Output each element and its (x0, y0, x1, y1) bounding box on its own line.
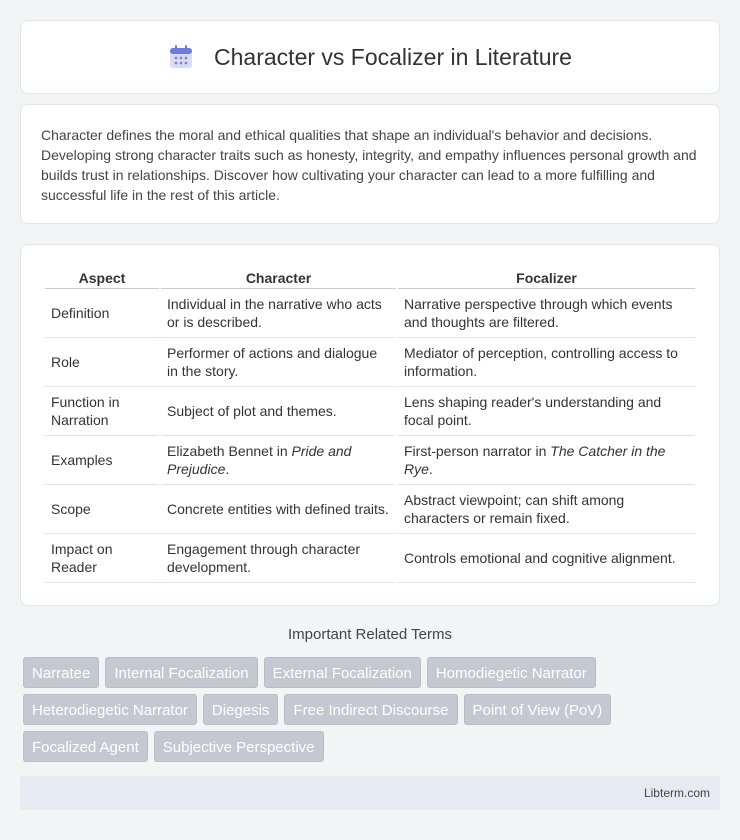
header-focalizer: Focalizer (398, 265, 695, 289)
comparison-table-card (20, 244, 720, 606)
cell-aspect: Definition (45, 289, 159, 338)
table-row (45, 338, 695, 387)
header-character: Character (161, 265, 396, 289)
focalizer-example-title: The Catcher in the Rye (404, 443, 666, 477)
comparison-table (43, 265, 697, 583)
cell-character: Engagement through character development. (161, 534, 396, 583)
related-term-tag[interactable]: Homodiegetic Narrator (427, 657, 596, 688)
related-term-tag[interactable]: External Focalization (264, 657, 421, 688)
cell-aspect: Scope (45, 485, 159, 534)
cell-character: Concrete entities with defined traits. (161, 485, 396, 534)
related-terms-title: Important Related Terms (288, 626, 452, 643)
cell-aspect: Function in Narration (45, 387, 159, 436)
calendar-icon (168, 44, 194, 70)
cell-focalizer: Mediator of perception, controlling access to information. (398, 338, 695, 387)
related-term-tag[interactable]: Heterodiegetic Narrator (23, 694, 197, 725)
related-term-tag[interactable]: Narratee (23, 657, 99, 688)
cell-character: Subject of plot and themes. (161, 387, 396, 436)
cell-character: Individual in the narrative who acts or is described. (161, 289, 396, 338)
cell-aspect: Examples (45, 436, 159, 485)
table-row (45, 485, 695, 534)
focalizer-example-prefix: First-person narrator in (404, 443, 551, 459)
cell-character (161, 436, 396, 485)
cell-focalizer (398, 436, 695, 485)
page-title: Character vs Focalizer in Literature (214, 43, 572, 70)
related-term-tag[interactable]: Point of View (PoV) (464, 694, 612, 725)
cell-focalizer: Lens shaping reader's understanding and focal point. (398, 387, 695, 436)
cell-aspect: Role (45, 338, 159, 387)
related-terms-list (23, 657, 723, 768)
intro-card (20, 104, 720, 224)
cell-aspect: Impact on Reader (45, 534, 159, 583)
table-row (45, 387, 695, 436)
footer (20, 776, 720, 810)
header-card (20, 20, 720, 94)
table-row (45, 289, 695, 338)
intro-text: Character defines the moral and ethical qualities that shape an individual's behavior and decisions. Developing strong character traits such as honesty, integrity, and empathy influences personal growth and builds trust in relationships. Discover how cultivating your character can lead to a more fulfilling and successful life in the rest of this article. (41, 127, 697, 203)
table-header-row (45, 265, 695, 289)
related-term-tag[interactable]: Free Indirect Discourse (284, 694, 457, 725)
focalizer-example-suffix: . (428, 461, 433, 477)
cell-focalizer: Narrative perspective through which events and thoughts are filtered. (398, 289, 695, 338)
related-term-tag[interactable]: Subjective Perspective (154, 731, 324, 762)
character-example-suffix: . (225, 461, 230, 477)
cell-character: Performer of actions and dialogue in the story. (161, 338, 396, 387)
character-example-title: Pride and Prejudice (167, 443, 352, 477)
table-row (45, 534, 695, 583)
table-row (45, 436, 695, 485)
character-example-prefix: Elizabeth Bennet in (167, 443, 292, 459)
related-term-tag[interactable]: Diegesis (203, 694, 279, 725)
cell-focalizer: Abstract viewpoint; can shift among characters or remain fixed. (398, 485, 695, 534)
related-term-tag[interactable]: Internal Focalization (105, 657, 257, 688)
header-aspect: Aspect (45, 265, 159, 289)
related-term-tag[interactable]: Focalized Agent (23, 731, 148, 762)
footer-site-link[interactable]: Libterm.com (643, 786, 710, 800)
cell-focalizer: Controls emotional and cognitive alignment. (398, 534, 695, 583)
